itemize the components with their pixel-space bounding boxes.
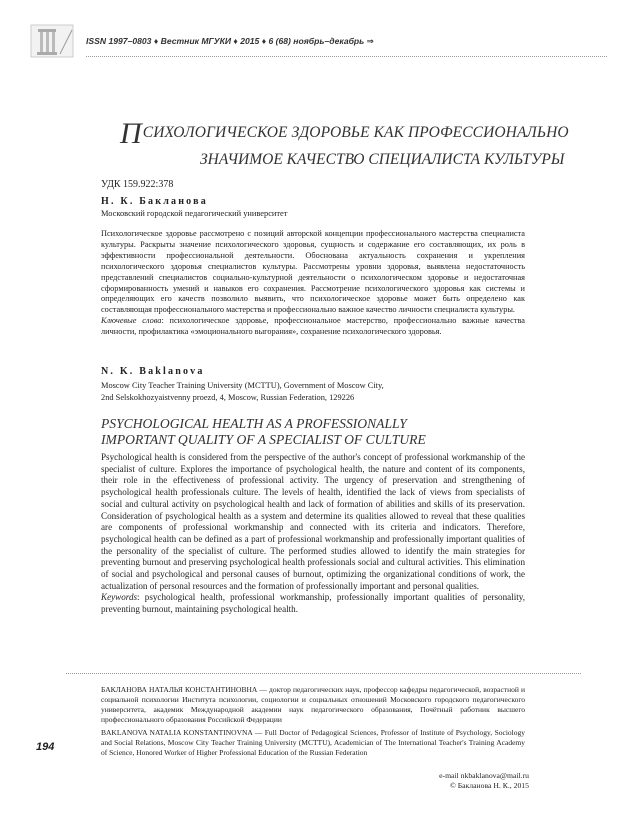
article-title-ru-line2: ЗНАЧИМОЕ КАЧЕСТВО СПЕЦИАЛИСТА КУЛЬТУРЫ <box>200 151 565 168</box>
keywords-en-text: : psychological health, professional workmanship, professionally important qualities of personality, preventing burnout, maintaining psychological health. <box>101 592 525 615</box>
bio-divider <box>66 673 581 674</box>
page-number: 194 <box>36 741 55 753</box>
affiliation-en-line1: Moscow City Teacher Training University (MCTTU), Government of Moscow City, <box>101 381 384 390</box>
keywords-en-label: Keywords <box>101 592 138 603</box>
article-title-ru-line1 <box>120 117 569 151</box>
affiliation-ru: Московский городской педагогический университет <box>101 209 288 218</box>
title-en-line2: IMPORTANT QUALITY OF A SPECIALIST OF CULTURE <box>101 431 426 447</box>
keywords-ru <box>101 316 525 338</box>
udk-code: УДК 159.922:378 <box>101 179 174 190</box>
journal-logo-icon <box>30 24 74 58</box>
abstract-en-text: Psychological health is considered from the perspective of the author's concept of professional workmanship of the specialist of culture. Explores the importance of psychological health, the nature and content of its components, their role in the effectiveness of professional activity. The urgency of preservation and strengthening of psychological health professionals culture. The levels of health, identified the lack of views from specialists of social and cultural activity on psychological health and lack of formation of abilities and skills of its preservation. Consideration of psychological health as a system and determine its qualities allowed to reveal that these qualities are components of professional workmanship and connected with its criteria and indicators. Therefore, psychological health can be defined as a part of professional workmanship and professionally important qualities of the personality of the specialist of culture. The performed studies allowed to identify the main strategies for preventing burnout and preserving psychological health professionals social and cultural activities. This elimination of social and psychological and personal causes of burnout, optimizing the organizational conditions of work, the actualization of personal resources and the formation of professionally important and personal qualities. <box>101 452 525 591</box>
title-initial: П <box>120 117 142 150</box>
title-en-line1: PSYCHOLOGICAL HEALTH AS A PROFESSIONALLY <box>101 416 407 431</box>
author-en: N. K. Baklanova <box>101 366 205 377</box>
article-title-en <box>101 416 426 447</box>
copyright: © Бакланова Н. К., 2015 <box>449 781 529 790</box>
keywords-ru-label: Ключевые слова <box>101 316 162 326</box>
keywords-en <box>101 592 525 615</box>
title-ru-line1-text: СИХОЛОГИЧЕСКОЕ ЗДОРОВЬЕ КАК ПРОФЕССИОНАЛЬНО <box>142 124 569 141</box>
author-bio-ru: БАКЛАНОВА НАТАЛЬЯ КОНСТАНТИНОВНА — доктор педагогических наук, профессор кафедры педагогической, возрастной и социальной психологии Института психологии, социологии и социальных отношений Московского городского педагогического университета, академик Международной академии наук педагогического образования, Почётный работник высшего профессионального образования Российской Федерации <box>101 685 525 724</box>
affiliation-en-line2: 2nd Selskokhozyaistvenny proezd, 4, Moscow, Russian Federation, 129226 <box>101 393 355 402</box>
abstract-en <box>101 452 525 616</box>
author-bio-en: BAKLANOVA NATALIA KONSTANTINOVNA — Full Doctor of Pedagogical Sciences, Professor of Institute of Psychology, Sociology and Social Relations, Moscow City Teacher Training University (MCTTU), Academician of The International Teacher's Training Academy of Science, Honored Worker of Higher Professional Education of the Russian Federation <box>101 728 525 757</box>
abstract-ru-text: Психологическое здоровье рассмотрено с позиций авторской концепции профессионального мастерства специалиста культуры. Раскрыты значение психологического здоровья, сущность и содержание его составляющих, их роль в эффективности профессиональной деятельности. Обоснована актуальность сохранения и укрепления психологического здоровья специалистов культуры. Рассмотрены уровни здоровья, выявлена недостаточность представлений специалистов социально-культурной деятельности о психологическом здоровье и недостаточная сформированность умений и навыков его сохранения. Рассмотрение психологического здоровья как системы и определяющих его качеств позволило выявить, что психологическое здоровье может быть определено как составляющая профессионального мастерства и профессионально важное качество личности специалиста культуры. <box>101 229 525 315</box>
abstract-ru <box>101 229 525 338</box>
author-ru: Н. К. Бакланова <box>101 196 208 207</box>
author-email: e-mail nkbaklanova@mail.ru <box>439 771 529 780</box>
journal-header: ISSN 1997–0803 ♦ Вестник МГУКИ ♦ 2015 ♦ 6 (68) ноябрь–декабрь ⇒ <box>86 36 374 46</box>
header-divider <box>86 56 607 57</box>
keywords-ru-text: : психологическое здоровье, профессиональное мастерство, профессионально важные качества личности, профилактика «эмоционального выгорания», сохранение психологического здоровья. <box>101 316 525 337</box>
